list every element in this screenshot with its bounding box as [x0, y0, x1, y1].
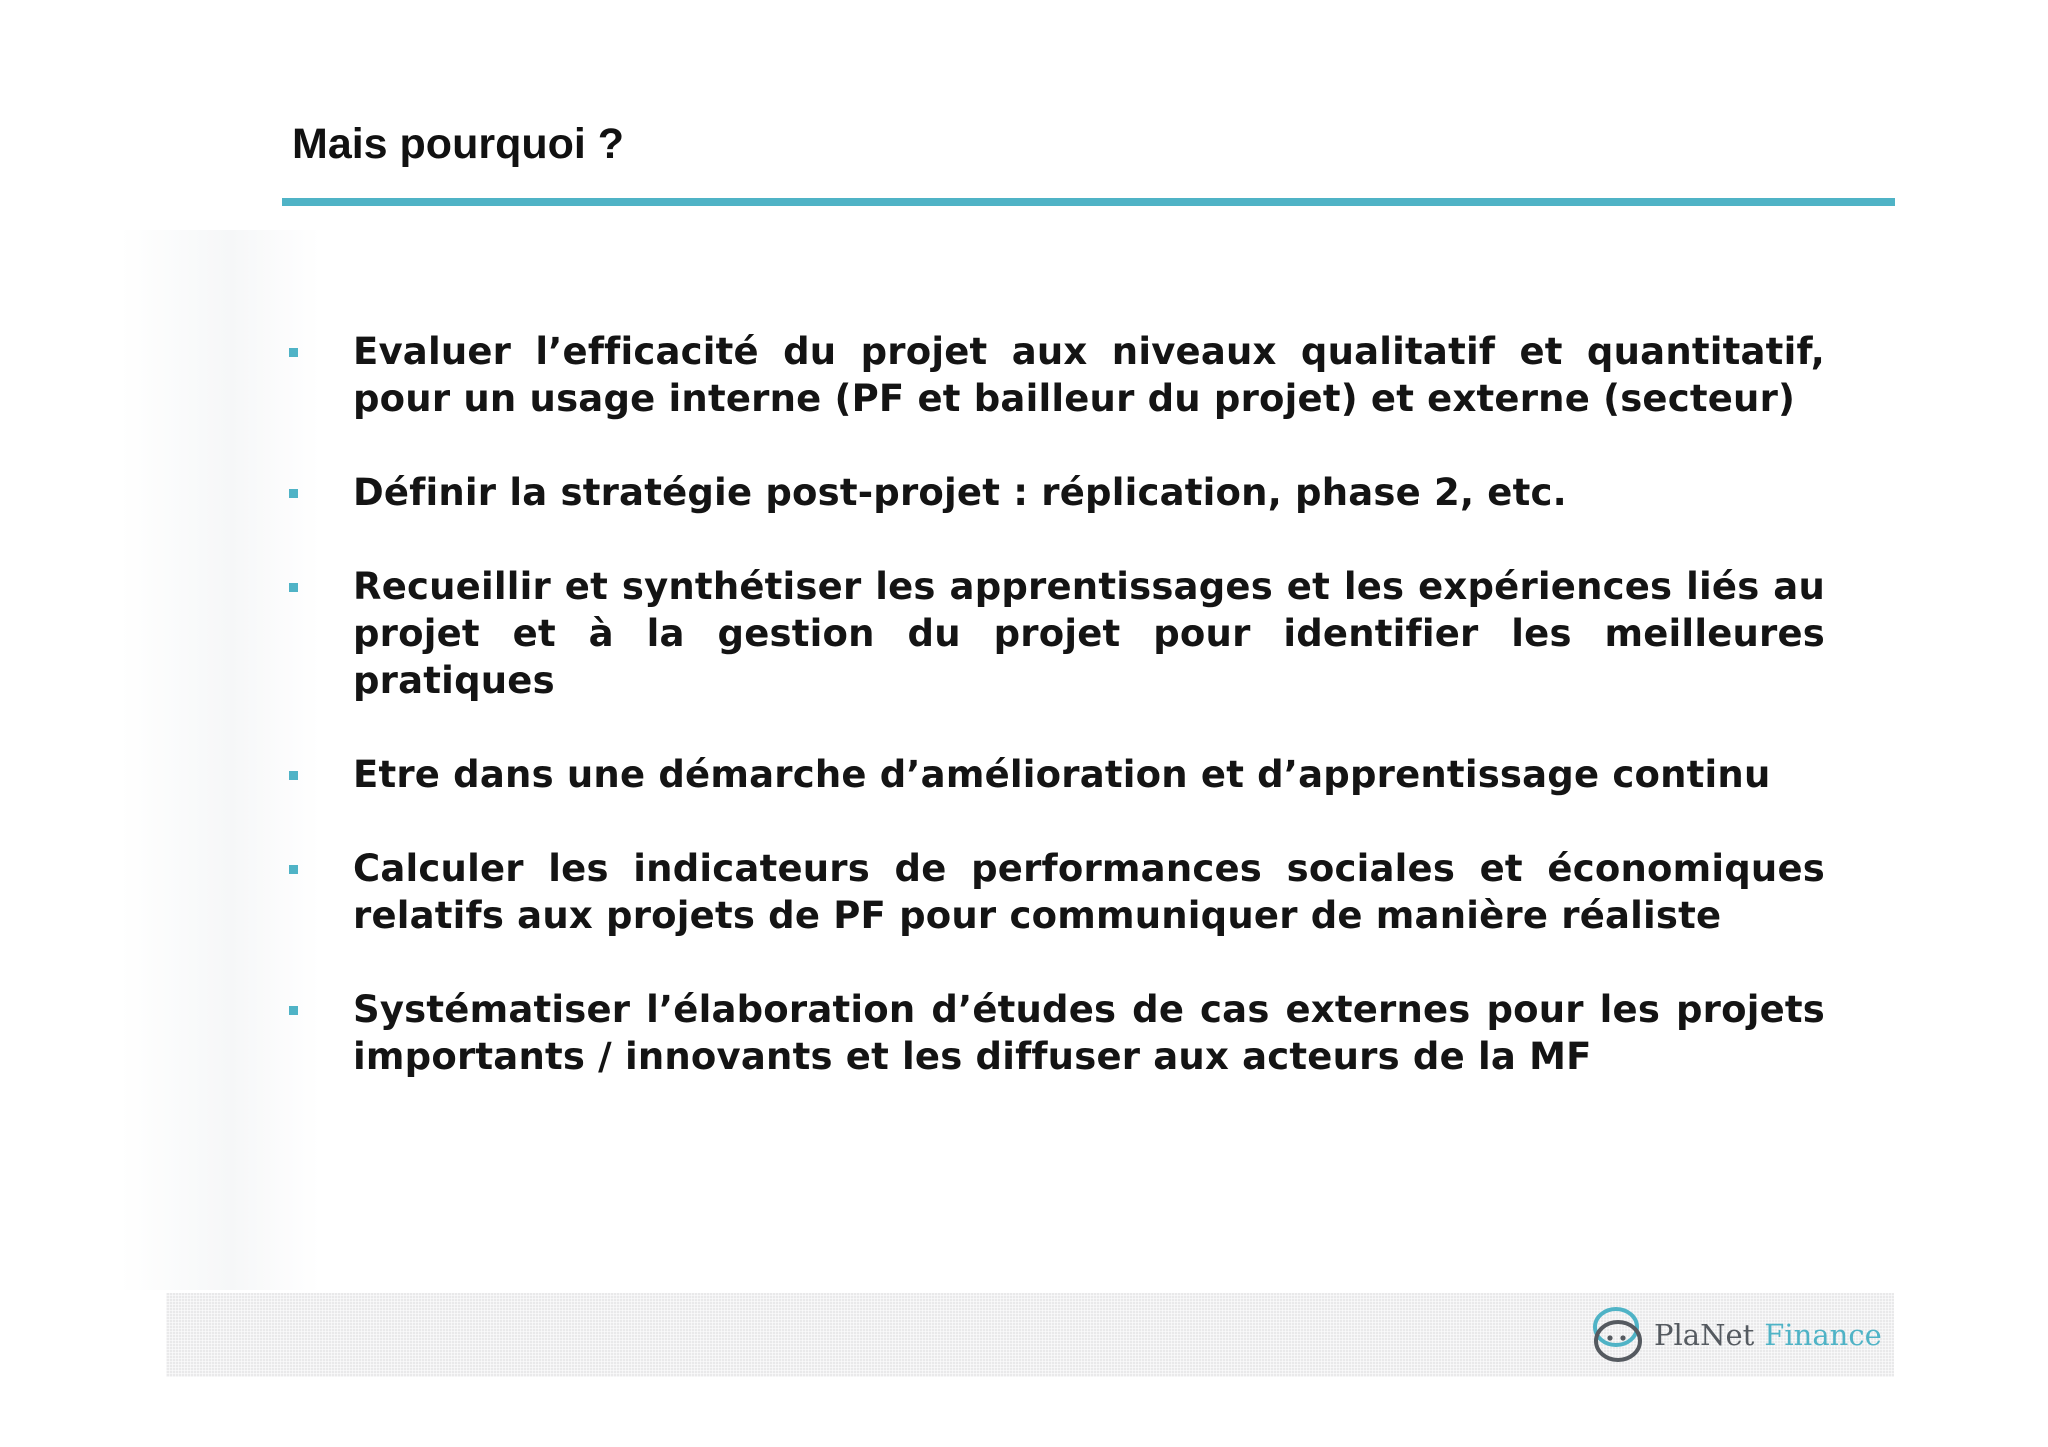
- planet-finance-logo-icon: [1590, 1305, 1644, 1365]
- square-bullet-icon: [289, 865, 298, 874]
- slide-title: Mais pourquoi ?: [292, 120, 625, 168]
- bullet-item: [285, 986, 1825, 1080]
- bullet-text: Recueillir et synthétiser les apprentissages et les expériences liés au projet et à la gestion du projet pour identifier les meilleures pratiques: [353, 565, 1825, 702]
- square-bullet-icon: [289, 489, 298, 498]
- bullet-text: Etre dans une démarche d’amélioration et d’apprentissage continu: [353, 753, 1771, 796]
- title-underline: [282, 198, 1895, 206]
- bullet-list: [285, 328, 1825, 1127]
- square-bullet-icon: [289, 348, 298, 357]
- square-bullet-icon: [289, 771, 298, 780]
- bullet-text: Définir la stratégie post-projet : réplication, phase 2, etc.: [353, 471, 1567, 514]
- square-bullet-icon: [289, 583, 298, 592]
- bullet-text: Calculer les indicateurs de performances sociales et économiques relatifs aux projets de PF pour communiquer de manière réaliste: [353, 847, 1825, 937]
- bullet-item: [285, 563, 1825, 704]
- logo-word-planet: PlaNet: [1654, 1318, 1755, 1352]
- bullet-item: [285, 469, 1825, 516]
- logo-word-finance: Finance: [1764, 1318, 1882, 1352]
- planet-finance-logo: [1590, 1303, 1890, 1367]
- logo-wordmark: [1654, 1317, 1882, 1353]
- bullet-item: [285, 328, 1825, 422]
- bullet-item: [285, 845, 1825, 939]
- bullet-item: [285, 751, 1825, 798]
- bullet-text: Evaluer l’efficacité du projet aux niveaux qualitatif et quantitatif, pour un usage interne (PF et bailleur du projet) et externe (secteur): [353, 330, 1825, 420]
- bullet-text: Systématiser l’élaboration d’études de cas externes pour les projets importants / innovants et les diffuser aux acteurs de la MF: [353, 988, 1825, 1078]
- square-bullet-icon: [289, 1006, 298, 1015]
